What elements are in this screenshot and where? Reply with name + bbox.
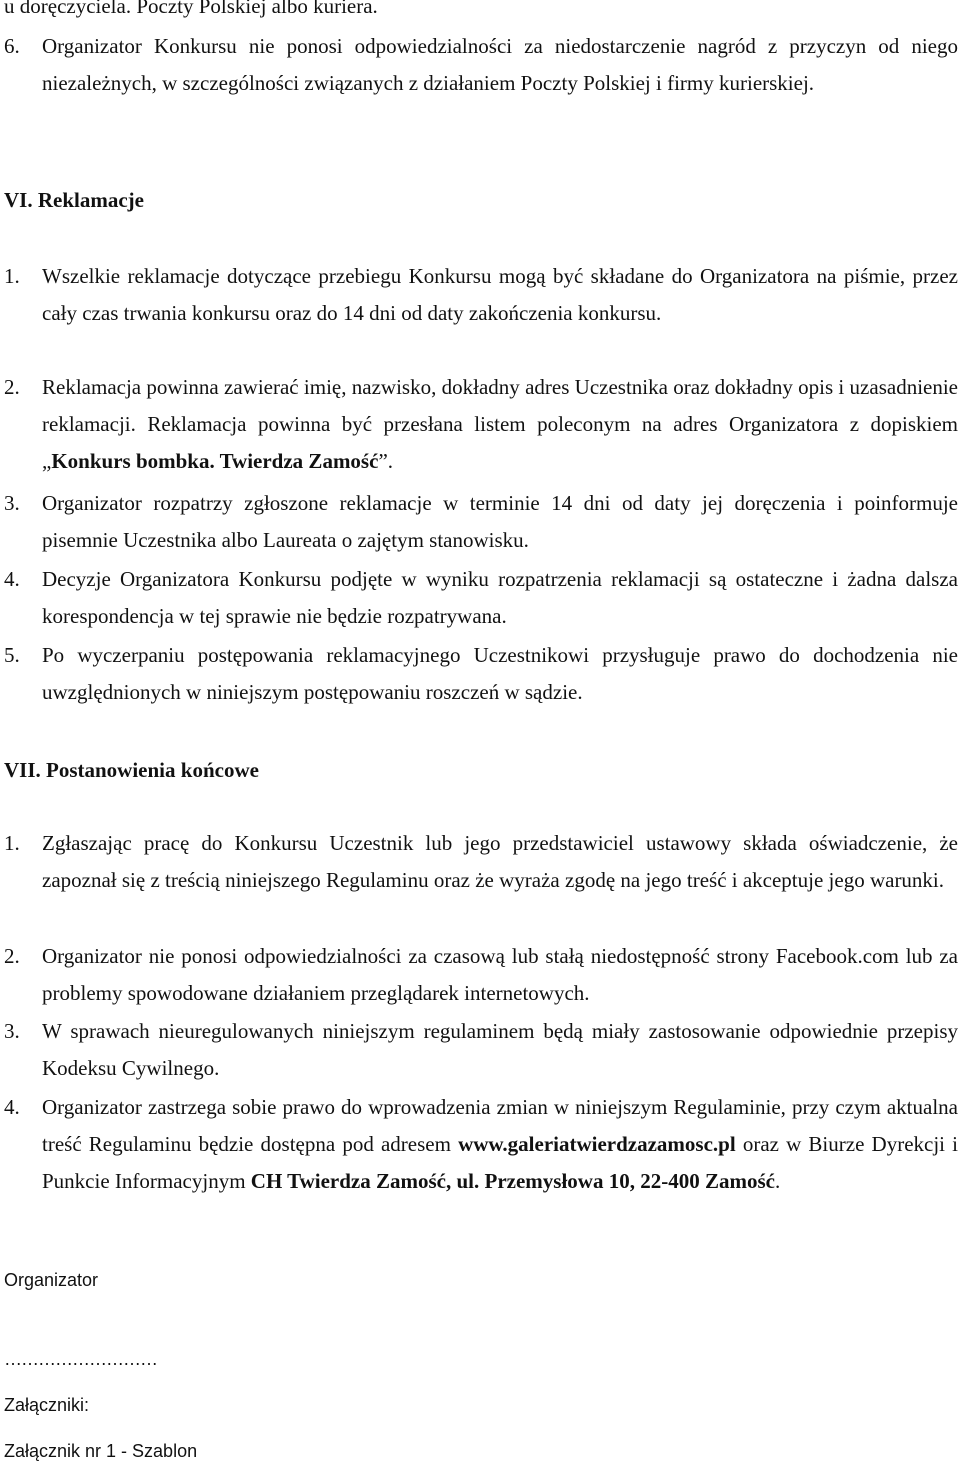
bold-annotation: Konkurs bombka. Twierdza Zamość [51, 449, 379, 473]
postanowienia-item-4 [42, 1089, 958, 1200]
website-url: www.galeriatwierdzazamosc.pl [458, 1132, 736, 1156]
item-text-end: ”. [378, 449, 394, 473]
item-number: 1. [4, 831, 20, 855]
postanowienia-item-1: Zgłaszając pracę do Konkursu Uczestnik lub jego przedstawiciel ustawowy składa oświadczenie, że zapoznał się z treścią niniejszego Regulaminu oraz że wyraża zgodę na jego treść i akceptuje jego warunki. [42, 831, 958, 892]
reklamacje-item-3: Organizator rozpatrzy zgłoszone reklamacje w terminie 14 dni od daty jej doręczenia i poinformuje pisemnie Uczestnika albo Laureata o zajętym stanowisku. [42, 491, 958, 552]
item-number: 6. [4, 34, 20, 58]
item-text-end: . [774, 1169, 781, 1193]
item-text: Reklamacja powinna zawierać imię, nazwisko, dokładny adres Uczestnika oraz dokładny opis i uzasadnienie reklamacji. Reklamacja powinna być przesłana listem poleconym na adres Organizatora z dopiskiem „ [42, 375, 958, 473]
item-number: 5. [4, 643, 20, 667]
item-number: 4. [4, 1095, 20, 1119]
attachments-label: Załączniki: [4, 1395, 90, 1415]
postanowienia-item-3: W sprawach nieuregulowanych niniejszym regulaminem będą miały zastosowanie odpowiednie przepisy Kodeksu Cywilnego. [42, 1019, 958, 1080]
paragraph-top-6: Organizator Konkursu nie ponosi odpowiedzialności za niedostarczenie nagród z przyczyn od niego niezależnych, w szczególności związanych z działaniem Poczty Polskiej i firmy kurierskiej. [42, 34, 958, 95]
reklamacje-item-4: Decyzje Organizatora Konkursu podjęte w wyniku rozpatrzenia reklamacji są ostateczne i żadna dalsza korespondencja w tej sprawie nie będzie rozpatrywana. [42, 567, 958, 628]
item-text-mid: oraz w Biurze Dyrekcji i Punkcie Informacyjnym [42, 1132, 958, 1193]
reklamacje-item-1: Wszelkie reklamacje dotyczące przebiegu Konkursu mogą być składane do Organizatora na piśmie, przez cały czas trwania konkursu oraz do 14 dni od daty zakończenia konkursu. [42, 264, 958, 325]
mall-address: CH Twierdza Zamość, ul. Przemysłowa 10, 22-400 Zamość [250, 1169, 775, 1193]
item-number: 2. [4, 375, 20, 399]
item-number: 1. [4, 264, 20, 288]
organizer-label: Organizator [4, 1270, 99, 1290]
item-number: 3. [4, 1019, 20, 1043]
signature-placeholder: ……………………… [4, 1349, 157, 1369]
section-heading-reklamacje: VI. Reklamacje [4, 188, 144, 212]
continued-line: u doręczyciela. Poczty Polskiej albo kuriera. [4, 0, 378, 18]
postanowienia-item-2: Organizator nie ponosi odpowiedzialności za czasową lub stałą niedostępność strony Facebook.com lub za problemy spowodowane działaniem przeglądarek internetowych. [42, 944, 958, 1005]
attachment-item-1: Załącznik nr 1 - Szablon [4, 1441, 198, 1461]
reklamacje-item-2 [42, 369, 958, 480]
item-number: 2. [4, 944, 20, 968]
item-text: Organizator zastrzega sobie prawo do wprowadzenia zmian w niniejszym Regulaminie, przy czym aktualna treść Regulaminu będzie dostępna pod adresem [42, 1095, 958, 1156]
reklamacje-item-5: Po wyczerpaniu postępowania reklamacyjnego Uczestnikowi przysługuje prawo do dochodzenia nie uwzględnionych w niniejszym postępowaniu roszczeń w sądzie. [42, 643, 958, 704]
item-number: 4. [4, 567, 20, 591]
item-number: 3. [4, 491, 20, 515]
section-heading-postanowienia: VII. Postanowienia końcowe [4, 758, 259, 782]
